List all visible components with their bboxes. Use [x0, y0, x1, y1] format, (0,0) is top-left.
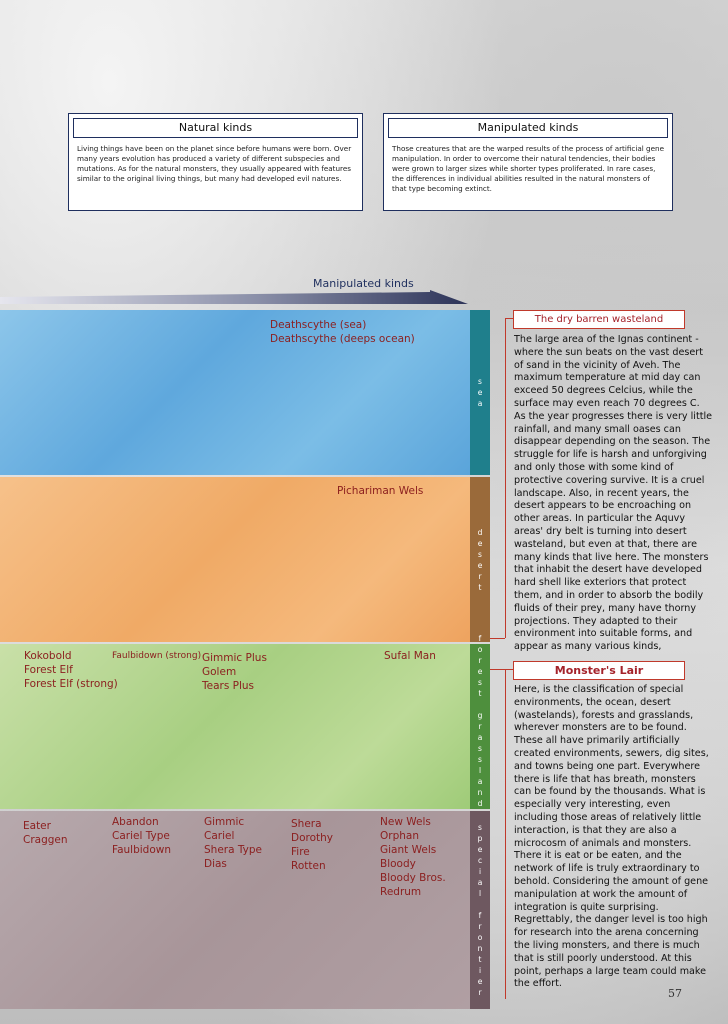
vertical-letter: f [478, 911, 482, 920]
monster-label: Bloody [380, 858, 416, 870]
special-col-3 [204, 815, 262, 871]
monster-label: Forest Elf (strong) [24, 678, 118, 690]
vertical-letter: s [478, 744, 482, 753]
sea-vertical-label [470, 310, 490, 475]
vertical-letter: e [477, 667, 483, 676]
monster-label: Rotten [291, 860, 326, 872]
lair-connector-tick [490, 669, 513, 670]
vertical-letter: a [477, 399, 483, 408]
vertical-letter: i [478, 867, 482, 876]
monster-label: Cariel [204, 830, 235, 842]
monster-label: Deathscythe (deeps ocean) [270, 333, 415, 345]
monster-label: Pichariman Wels [337, 485, 424, 497]
monster-label: Faulbidown (strong) [112, 651, 202, 661]
monster-label: Golem [202, 666, 237, 678]
vertical-letter: d [477, 799, 483, 808]
dry-connector-end [490, 638, 505, 639]
vertical-letter: s [478, 755, 482, 764]
dry-connector-line [505, 318, 506, 638]
natural-kinds-box [68, 113, 363, 211]
desert-band [0, 477, 470, 642]
monster-label: Dorothy [291, 832, 334, 844]
sea-monsters [270, 318, 415, 346]
monster-label: Fire [291, 846, 310, 858]
vertical-letter: t [478, 955, 482, 964]
vertical-letter: e [477, 538, 483, 548]
monster-label: Giant Wels [380, 844, 437, 856]
monster-label: Deathscythe (sea) [270, 319, 367, 331]
page-number: 57 [668, 987, 682, 1000]
monster-label: Kokobold [24, 650, 72, 662]
monster-label: Bloody Bros. [380, 872, 446, 884]
vertical-letter: r [478, 722, 482, 731]
monster-label: Redrum [380, 886, 422, 898]
forest-col-3 [202, 651, 267, 693]
vertical-letter: i [478, 966, 482, 975]
vertical-letter: p [477, 834, 483, 843]
desert-vertical-label [470, 477, 490, 642]
dry-wasteland-heading: The dry barren wasteland [513, 310, 685, 329]
desert-monsters [337, 484, 423, 498]
monster-label: Craggen [23, 834, 68, 846]
arrow-label: Manipulated kinds [313, 277, 414, 290]
vertical-letter: s [478, 549, 482, 559]
monsters-lair-heading: Monster's Lair [513, 661, 685, 680]
vertical-letter [479, 899, 481, 910]
vertical-letter: t [478, 689, 482, 698]
lair-connector-line [505, 669, 506, 999]
manipulated-kinds-title: Manipulated kinds [388, 118, 668, 138]
vertical-letter: n [477, 944, 483, 953]
manipulated-arrow-icon [0, 290, 470, 306]
vertical-letter: a [477, 733, 483, 742]
vertical-letter: n [477, 788, 483, 797]
monster-label: Gimmic Plus [202, 652, 267, 664]
vertical-letter: g [477, 711, 483, 720]
forest-band [0, 644, 470, 809]
monster-label: Eater [23, 820, 51, 832]
vertical-letter: a [477, 777, 483, 786]
vertical-letter: e [477, 845, 483, 854]
manipulated-kinds-box [383, 113, 673, 211]
vertical-letter: e [477, 560, 483, 570]
monster-label: Shera Type [204, 844, 262, 856]
dry-connector-tick [505, 318, 513, 319]
natural-kinds-body: Living things have been on the planet since before humans were born. Over many years evolution has produced a variety of different subspecies and mutations. As for the natural monsters, they usually appeared with features similar to the original living things, but many had developed evil natures. [77, 144, 352, 183]
monster-label: Cariel Type [112, 830, 170, 842]
vertical-letter: o [477, 645, 483, 654]
manipulated-kinds-body: Those creatures that are the warped results of the process of artificial gene manipulation. In order to overcome their natural tendencies, their bodies were grown to larger sizes while shorter types proliferated. In rare cases, the differences in individual abilities resulted in the natural monsters of that type becoming extinct. [392, 144, 665, 193]
monster-label: Tears Plus [202, 680, 255, 692]
monster-label: Faulbidown [112, 844, 171, 856]
forest-vertical-label [470, 634, 490, 809]
vertical-letter: r [478, 656, 482, 665]
vertical-letter: s [478, 377, 482, 386]
vertical-letter: e [477, 977, 483, 986]
vertical-letter: e [477, 388, 483, 397]
vertical-letter: o [477, 933, 483, 942]
sea-band [0, 310, 470, 475]
monster-label: Dias [204, 858, 227, 870]
monster-label: Abandon [112, 816, 159, 828]
vertical-letter: a [477, 878, 483, 887]
special-col-1 [23, 819, 68, 847]
vertical-letter: t [478, 582, 482, 592]
vertical-letter: s [478, 823, 482, 832]
forest-col-4 [384, 649, 436, 663]
monster-label: Orphan [380, 830, 419, 842]
monsters-lair-text: Here, is the classification of special environments, the ocean, desert (wastelands), forests and grasslands, wherever monsters are to be found. These all have primarily artificially created environments, sewers, dig sites, and towns being one part. Everywhere there is life that has breath, monsters can be found by the thousands. What is especially very interesting, even including those areas of relatively little interaction, is that they are also a microcosm of animals and monsters. There it is eat or be eaten, and the network of life is truly extraordinary to behold. Considering the amount of gene manipulation at work the amount of integration is quite surprising. Regrettably, the danger level is too high for research into the arena concerning the living monsters, and there is much that is still poorly understood. At this point, perhaps a large team could make the effort. [514, 684, 709, 990]
natural-kinds-title: Natural kinds [73, 118, 358, 138]
vertical-letter: l [478, 766, 482, 775]
vertical-letter [479, 699, 481, 710]
special-col-5 [380, 815, 446, 899]
vertical-letter: c [477, 856, 483, 865]
special-col-4 [291, 817, 333, 873]
monster-label: Gimmic [204, 816, 245, 828]
monster-label: Shera [291, 818, 322, 830]
dry-wasteland-text: The large area of the Ignas continent - where the sun beats on the vast desert of sand in the vicinity of Aveh. The maximum temperature at mid day can exceed 50 degrees Celcius, while the surface may even reach 70 degrees C. As the year progresses there is very little rainfall, and many small oases can disappear depending on the season. The struggle for life is harsh and unforgiving and only those with some kind of protective covering survive. It is a cruel landscape. Also, in recent years, the desert appears to be encroaching on other areas. In particular the Aquvy areas' dry belt is turning into desert wasteland, but even at that, there are many kinds that live here. The monsters that inhabit the desert have developed hard shell like exteriors that protect them, and in order to absorb the bodily fluids of their prey, many have thorny projections. They adapted to their environment into suitable forms, and appear as many various kinds, [514, 334, 713, 653]
vertical-letter: r [478, 571, 482, 581]
forest-col-2 [112, 649, 201, 663]
vertical-letter: r [478, 922, 482, 931]
vertical-letter: s [478, 678, 482, 687]
forest-col-1 [24, 649, 118, 691]
special-frontier-band [0, 811, 470, 1009]
special-vertical-label [470, 811, 490, 1009]
special-col-2 [112, 815, 171, 857]
vertical-letter: l [478, 889, 482, 898]
monster-label: New Wels [380, 816, 431, 828]
vertical-letter: d [477, 527, 483, 537]
monster-label: Forest Elf [24, 664, 73, 676]
vertical-letter: r [478, 988, 482, 997]
monster-label: Sufal Man [384, 650, 436, 662]
vertical-letter: f [478, 634, 482, 643]
